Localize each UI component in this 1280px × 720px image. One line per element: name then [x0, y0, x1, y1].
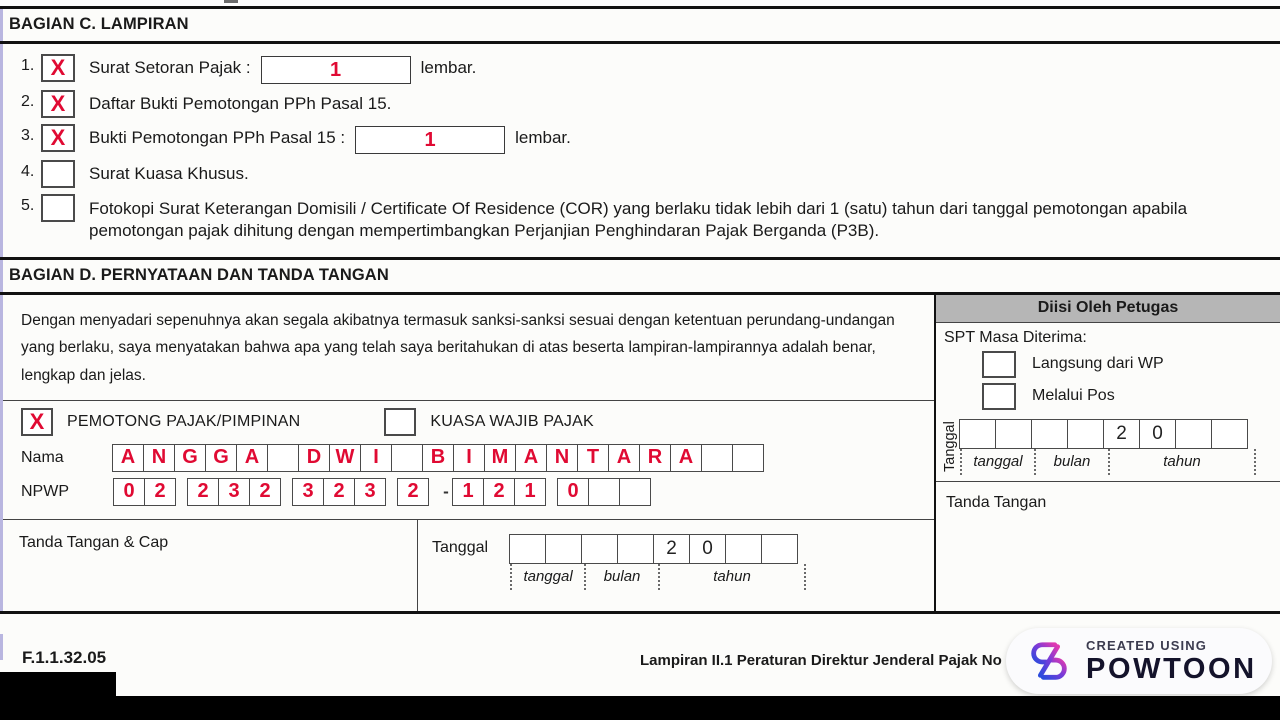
section-d-bottom-rule: [0, 611, 1280, 614]
nama-cell-20[interactable]: [701, 444, 733, 472]
lampiran-checkbox-2[interactable]: X: [41, 90, 75, 118]
lampiran-item-5: [11, 194, 1272, 243]
lampiran-label-2: Daftar Bukti Pemotongan PPh Pasal 15.: [89, 94, 392, 113]
label-langsung-dari-wp: Langsung dari WP: [1032, 355, 1164, 373]
officer-legend-tanggal: tanggal: [960, 449, 1034, 475]
npwp-group-6: [557, 478, 651, 506]
signature-and-date-band: [3, 519, 934, 611]
nama-cell-13[interactable]: M: [484, 444, 516, 472]
officer-column: [936, 295, 1280, 611]
npwp-group-3: [292, 478, 386, 506]
nama-cell-9[interactable]: I: [360, 444, 392, 472]
section-d-header: BAGIAN D. PERNYATAAN DAN TANDA TANGAN: [0, 260, 1280, 292]
nama-cell-1[interactable]: A: [112, 444, 144, 472]
lampiran-item-4: [11, 160, 1272, 188]
lampiran-item-number: 3.: [21, 127, 35, 144]
lampiran-unit-3: lembar.: [515, 128, 571, 147]
taxpayer-date-area: [418, 520, 934, 611]
nama-cell-4[interactable]: G: [205, 444, 237, 472]
officer-box-title: Diisi Oleh Petugas: [936, 295, 1280, 323]
npwp-cell-15[interactable]: [619, 478, 651, 506]
nama-cell-11[interactable]: B: [422, 444, 454, 472]
officer-date-cell-4[interactable]: [1067, 419, 1104, 449]
lampiran-label-1: Surat Setoran Pajak :: [89, 58, 251, 77]
label-melalui-pos: Melalui Pos: [1032, 387, 1115, 405]
footer-left-edge: [0, 634, 3, 660]
taxpayer-date-cell-5[interactable]: 2: [653, 534, 690, 564]
lampiran-checkbox-5[interactable]: [41, 194, 75, 222]
npwp-cell-4[interactable]: 3: [218, 478, 250, 506]
officer-option-pos: [944, 383, 1280, 410]
nama-cell-3[interactable]: G: [174, 444, 206, 472]
lampiran-item-1: [11, 54, 1272, 84]
taxpayer-date-grid[interactable]: [510, 534, 806, 564]
officer-date-cell-3[interactable]: [1031, 419, 1068, 449]
nama-input-grid[interactable]: [113, 444, 764, 472]
officer-date-grid[interactable]: [960, 419, 1256, 449]
nama-row: [21, 443, 934, 473]
signature-stamp-area[interactable]: [3, 520, 418, 611]
npwp-cell-2[interactable]: 2: [144, 478, 176, 506]
taxpayer-date-cell-8[interactable]: [761, 534, 798, 564]
nama-cell-7[interactable]: D: [298, 444, 330, 472]
nama-cell-21[interactable]: [732, 444, 764, 472]
legend-tanggal: tanggal: [510, 564, 584, 590]
signer-options-row: [3, 401, 934, 443]
taxpayer-date-cell-4[interactable]: [617, 534, 654, 564]
npwp-cell-9[interactable]: 2: [397, 478, 429, 506]
npwp-cell-11[interactable]: 2: [483, 478, 515, 506]
lampiran-label-3: Bukti Pemotongan PPh Pasal 15 :: [89, 128, 346, 147]
npwp-cell-1[interactable]: 0: [113, 478, 145, 506]
taxpayer-date-cell-6[interactable]: 0: [689, 534, 726, 564]
footer-black-block: [0, 672, 116, 720]
lampiran-checkbox-1[interactable]: X: [41, 54, 75, 82]
lampiran-label-5: Fotokopi Surat Keterangan Domisili / Certificate Of Residence (COR) yang berlaku tidak lebih dari 1 (satu) tahun dari tanggal pemotongan apabila pemotongan pajak dihitung dengan mempertimbangkan Perjanjian Penghindaran Pajak Berganda (P3B).: [89, 199, 1188, 241]
npwp-group-2: [187, 478, 281, 506]
npwp-input-grid[interactable]: [113, 478, 662, 506]
legend-tahun: tahun: [658, 564, 806, 590]
identity-block: [3, 443, 934, 519]
npwp-cell-6[interactable]: 3: [292, 478, 324, 506]
officer-signature-area[interactable]: [936, 482, 1280, 574]
officer-signature-label: Tanda Tangan: [946, 493, 1047, 511]
officer-date-box: [960, 419, 1256, 475]
nama-cell-5[interactable]: A: [236, 444, 268, 472]
lampiran-count-input-1[interactable]: 1: [261, 56, 411, 84]
officer-box-body: [936, 323, 1280, 410]
npwp-cell-14[interactable]: [588, 478, 620, 506]
nama-cell-15[interactable]: N: [546, 444, 578, 472]
npwp-cell-7[interactable]: 2: [323, 478, 355, 506]
officer-date-cell-7[interactable]: [1175, 419, 1212, 449]
nama-cell-18[interactable]: R: [639, 444, 671, 472]
legend-bulan: bulan: [584, 564, 658, 590]
officer-date-cell-6[interactable]: 0: [1139, 419, 1176, 449]
lampiran-label-4: Surat Kuasa Khusus.: [89, 164, 249, 183]
lampiran-item-3: [11, 124, 1272, 154]
npwp-cell-5[interactable]: 2: [249, 478, 281, 506]
lampiran-item-number: 5.: [21, 197, 35, 214]
npwp-label: NPWP: [21, 482, 69, 500]
npwp-row: [21, 477, 934, 507]
label-pemotong-pajak: PEMOTONG PAJAK/PIMPINAN: [67, 412, 301, 430]
npwp-group-4: [397, 478, 429, 506]
regulation-reference: Lampiran II.1 Peraturan Direktur Jenderal Pajak No: [640, 652, 1002, 669]
tanggal-label: Tanggal: [432, 538, 489, 556]
nama-cell-10[interactable]: [391, 444, 423, 472]
taxpayer-date-cell-2[interactable]: [545, 534, 582, 564]
powtoon-created-using: CREATED USING: [1086, 637, 1207, 653]
label-kuasa-wajib-pajak: KUASA WAJIB PAJAK: [430, 412, 594, 430]
checkbox-melalui-pos[interactable]: [982, 383, 1016, 410]
nama-cell-12[interactable]: I: [453, 444, 485, 472]
npwp-cell-3[interactable]: 2: [187, 478, 219, 506]
checkbox-pemotong-pajak[interactable]: X: [21, 408, 53, 436]
officer-date-cell-8[interactable]: [1211, 419, 1248, 449]
npwp-group-1: [113, 478, 176, 506]
officer-legend-bulan: bulan: [1034, 449, 1108, 475]
taxpayer-date-cell-1[interactable]: [509, 534, 546, 564]
nama-cell-8[interactable]: W: [329, 444, 361, 472]
nama-cell-2[interactable]: N: [143, 444, 175, 472]
nama-cell-16[interactable]: T: [577, 444, 609, 472]
npwp-cell-12[interactable]: 1: [514, 478, 546, 506]
powtoon-logo-icon: [1026, 638, 1072, 684]
npwp-cell-13[interactable]: 0: [557, 478, 589, 506]
section-c-header: BAGIAN C. LAMPIRAN: [0, 9, 1280, 41]
footer-black-bar: [116, 696, 1280, 720]
npwp-dash-separator: -: [443, 481, 449, 501]
lampiran-checkbox-3[interactable]: X: [41, 124, 75, 152]
powtoon-brand: POWTOON: [1086, 652, 1257, 685]
lampiran-item-number: 4.: [21, 163, 35, 180]
page-footer: [0, 634, 1280, 720]
lampiran-item-2: [11, 90, 1272, 118]
lampiran-item-number: 2.: [21, 93, 35, 110]
nama-cell-17[interactable]: A: [608, 444, 640, 472]
powtoon-watermark: [1006, 628, 1272, 694]
officer-option-langsung: [944, 351, 1280, 378]
nama-cell-19[interactable]: A: [670, 444, 702, 472]
nama-cell-14[interactable]: A: [515, 444, 547, 472]
page-top-edge: [0, 0, 1280, 6]
powtoon-text: [1072, 639, 1257, 684]
nama-cell-6[interactable]: [267, 444, 299, 472]
npwp-cell-8[interactable]: 3: [354, 478, 386, 506]
npwp-group-5: [452, 478, 546, 506]
declaration-text: Dengan menyadari sepenuhnya akan segala akibatnya termasuk sanksi-sanksi sesuai dengan ketentuan perundang-undangan yang berlaku, saya menyatakan bahwa apa yang telah saya beritahukan di atas beserta lampiran-lampirannya adalah benar, lengkap dan jelas.: [3, 295, 934, 401]
taxpayer-date-box: [510, 534, 806, 590]
spt-received-label: SPT Masa Diterima:: [944, 328, 1087, 346]
officer-date-cell-1[interactable]: [959, 419, 996, 449]
lampiran-count-input-3[interactable]: 1: [355, 126, 505, 154]
declaration-column: [3, 295, 936, 611]
form-code: F.1.1.32.05: [22, 648, 107, 667]
taxpayer-date-legend: [510, 564, 806, 590]
nama-label: Nama: [21, 448, 64, 466]
officer-tanggal-vertical-label: Tanggal: [942, 421, 958, 473]
taxpayer-date-cell-7[interactable]: [725, 534, 762, 564]
officer-date-area: [936, 415, 1280, 482]
lampiran-item-number: 1.: [21, 57, 35, 74]
top-edge-stub: [224, 0, 238, 3]
officer-date-legend: [960, 449, 1256, 475]
taxpayer-date-cell-3[interactable]: [581, 534, 618, 564]
npwp-cell-10[interactable]: 1: [452, 478, 484, 506]
officer-date-cell-5[interactable]: 2: [1103, 419, 1140, 449]
section-c-body: [0, 44, 1280, 257]
checkbox-langsung-dari-wp[interactable]: [982, 351, 1016, 378]
lampiran-checkbox-4[interactable]: [41, 160, 75, 188]
lampiran-unit-1: lembar.: [420, 58, 477, 77]
officer-date-cell-2[interactable]: [995, 419, 1032, 449]
checkbox-kuasa-wajib-pajak[interactable]: [384, 408, 416, 436]
officer-legend-tahun: tahun: [1108, 449, 1256, 475]
signature-stamp-label: Tanda Tangan & Cap: [19, 533, 169, 551]
section-d-body: [0, 295, 1280, 611]
